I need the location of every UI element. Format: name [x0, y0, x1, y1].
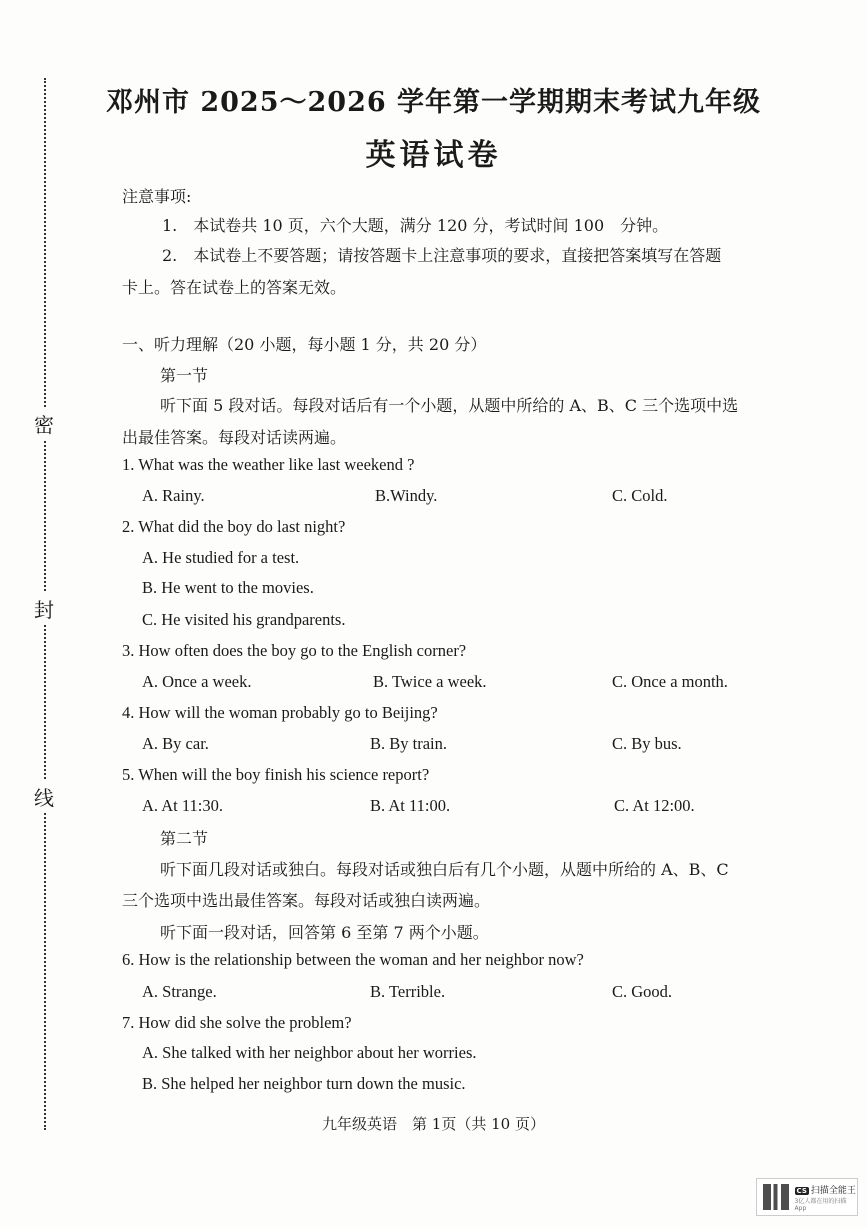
notice-item-2-cont: 卡上。答在试卷上的答案无效。	[122, 278, 347, 297]
exam-subtitle: 英语试卷	[365, 138, 502, 173]
section1-heading: 一、听力理解（20 小题，每小题 1 分，共 20 分）	[122, 335, 487, 354]
q5-text: 5. When will the boy finish his science report?	[122, 765, 430, 784]
q4-option-a: A. By car.	[142, 734, 209, 753]
q4-option-b: B. By train.	[370, 734, 447, 753]
part1-label: 第一节	[160, 366, 209, 385]
notice-item-2: 2. 本试卷上不要答题；请按答题卡上注意事项的要求，直接把答案填写在答题	[162, 246, 722, 265]
qr-code-icon	[763, 1184, 789, 1210]
q7-option-b: B. She helped her neighbor turn down the music.	[142, 1074, 466, 1093]
seal-char-xian: 线	[34, 780, 54, 813]
q4-option-c: C. By bus.	[612, 734, 682, 753]
q2-option-a: A. He studied for a test.	[142, 548, 300, 567]
part1-instructions-cont: 出最佳答案。每段对话读两遍。	[122, 428, 347, 447]
part2-sub-instructions: 听下面一段对话，回答第 6 至第 7 两个小题。	[160, 923, 489, 942]
q5-option-a: A. At 11:30.	[142, 796, 223, 815]
q6-option-a: A. Strange.	[142, 982, 217, 1001]
seal-char-mi: 密	[34, 407, 54, 440]
q6-option-b: B. Terrible.	[370, 982, 446, 1001]
q5-option-c: C. At 12:00.	[614, 796, 695, 815]
q3-option-b: B. Twice a week.	[373, 672, 487, 691]
q3-text: 3. How often does the boy go to the English corner?	[122, 641, 467, 660]
q5-option-b: B. At 11:00.	[370, 796, 451, 815]
seal-char-feng: 封	[34, 592, 54, 625]
q6-text: 6. How is the relationship between the woman and her neighbor now?	[122, 950, 584, 969]
part2-instructions: 听下面几段对话或独白。每段对话或独白后有几个小题，从题中所给的 A、B、C	[160, 860, 729, 879]
notice-item-1: 1. 本试卷共 10 页，六个大题，满分 120 分，考试时间 100 分钟。	[162, 216, 669, 235]
q2-option-c: C. He visited his grandparents.	[142, 610, 346, 629]
q6-option-c: C. Good.	[612, 982, 673, 1001]
q1-option-a: A. Rainy.	[142, 486, 205, 505]
q7-text: 7. How did she solve the problem?	[122, 1013, 352, 1032]
part2-label: 第二节	[160, 829, 209, 848]
scanner-name: 扫描全能王	[810, 1185, 856, 1196]
q3-option-a: A. Once a week.	[142, 672, 252, 691]
exam-title: 邓州市 2025～2026 学年第一学期期末考试九年级	[105, 87, 762, 118]
q1-option-b: B.Windy.	[375, 486, 438, 505]
q4-text: 4. How will the woman probably go to Beijing?	[122, 703, 438, 722]
q3-option-c: C. Once a month.	[612, 672, 728, 691]
page-footer: 九年级英语 第 1页（共 10 页）	[322, 1115, 545, 1133]
scanner-watermark	[756, 1178, 858, 1216]
q1-text: 1. What was the weather like last weekend ?	[122, 455, 415, 474]
scanner-brand	[795, 1183, 857, 1212]
scanner-tagline: 3亿人都在用的扫描App	[794, 1197, 847, 1212]
q1-option-c: C. Cold.	[612, 486, 668, 505]
notice-heading: 注意事项:	[122, 187, 192, 206]
part2-instructions-cont: 三个选项中选出最佳答案。每段对话或独白读两遍。	[122, 891, 491, 910]
q2-text: 2. What did the boy do last night?	[122, 517, 346, 536]
q7-option-a: A. She talked with her neighbor about her worries.	[142, 1043, 477, 1062]
cs-logo-icon: CS	[796, 1186, 807, 1195]
part1-instructions: 听下面 5 段对话。每段对话后有一个小题，从题中所给的 A、B、C 三个选项中选	[160, 396, 739, 415]
q2-option-b: B. He went to the movies.	[142, 578, 314, 597]
